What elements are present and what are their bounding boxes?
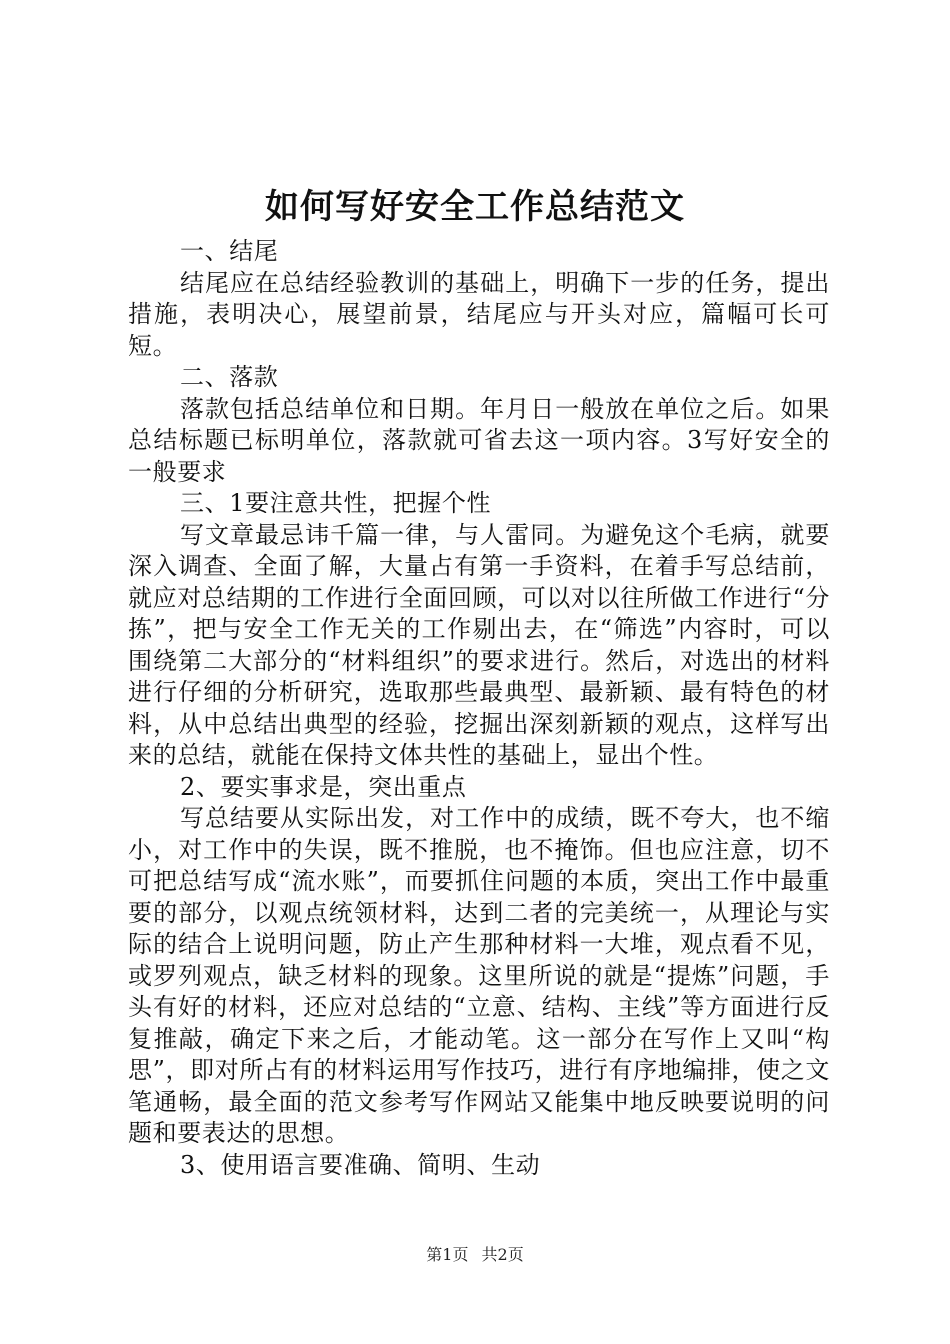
paragraph-signature: 落款包括总结单位和日期。年月日一般放在单位之后。如果总结标题已标明单位，落款就可省去这一项内容。3写好安全的一般要求	[128, 394, 830, 486]
section-heading-commonality: 三、1要注意共性，把握个性	[180, 489, 492, 517]
page-footer	[0, 1244, 950, 1266]
section-heading-language: 3、使用语言要准确、简明、生动	[180, 1150, 541, 1179]
document-body	[128, 236, 830, 1181]
page-total: 共2页	[481, 1245, 524, 1264]
page-number: 第1页	[426, 1245, 469, 1264]
section-heading-realistic: 2、要实事求是，突出重点	[180, 772, 467, 801]
document-title: 如何写好安全工作总结范文	[265, 187, 685, 227]
section-heading-signature: 二、落款	[180, 363, 279, 391]
paragraph-commonality: 写文章最忌讳千篇一律，与人雷同。为避免这个毛病，就要深入调查、全面了解，大量占有第一手资料，在着手写总结前，就应对总结期的工作进行全面回顾，可以对以往所做工作进行“分拣”，把与安全工作无关的工作剔出去，在“筛选”内容时，可以围绕第二大部分的“材料组织”的要求进行。然后，对选出的材料进行仔细的分析研究，选取那些最典型、最新颖、最有特色的材料，从中总结出典型的经验，挖掘出深刻新颖的观点，这样写出来的总结，就能在保持文体共性的基础上，显出个性。	[128, 520, 830, 769]
section-heading-ending: 一、结尾	[180, 237, 279, 265]
paragraph-ending: 结尾应在总结经验教训的基础上，明确下一步的任务，提出措施，表明决心，展望前景，结尾应与开头对应，篇幅可长可短。	[128, 268, 830, 360]
paragraph-realistic: 写总结要从实际出发，对工作中的成绩，既不夸大，也不缩小，对工作中的失误，既不推脱，也不掩饰。但也应注意，切不可把总结写成“流水账”，而要抓住问题的本质，突出工作中最重要的部分，以观点统领材料，达到二者的完美统一，从理论与实际的结合上说明问题，防止产生那种材料一大堆，观点看不见，或罗列观点，缺乏材料的现象。这里所说的就是“提炼”问题，手头有好的材料，还应对总结的“立意、结构、主线”等方面进行反复推敲，确定下来之后，才能动笔。这一部分在写作上又叫“构思”，即对所占有的材料运用写作技巧，进行有序地编排，使之文笔通畅，最全面的范文参考写作网站又能集中地反映要说明的问题和要表达的思想。	[128, 804, 830, 1147]
